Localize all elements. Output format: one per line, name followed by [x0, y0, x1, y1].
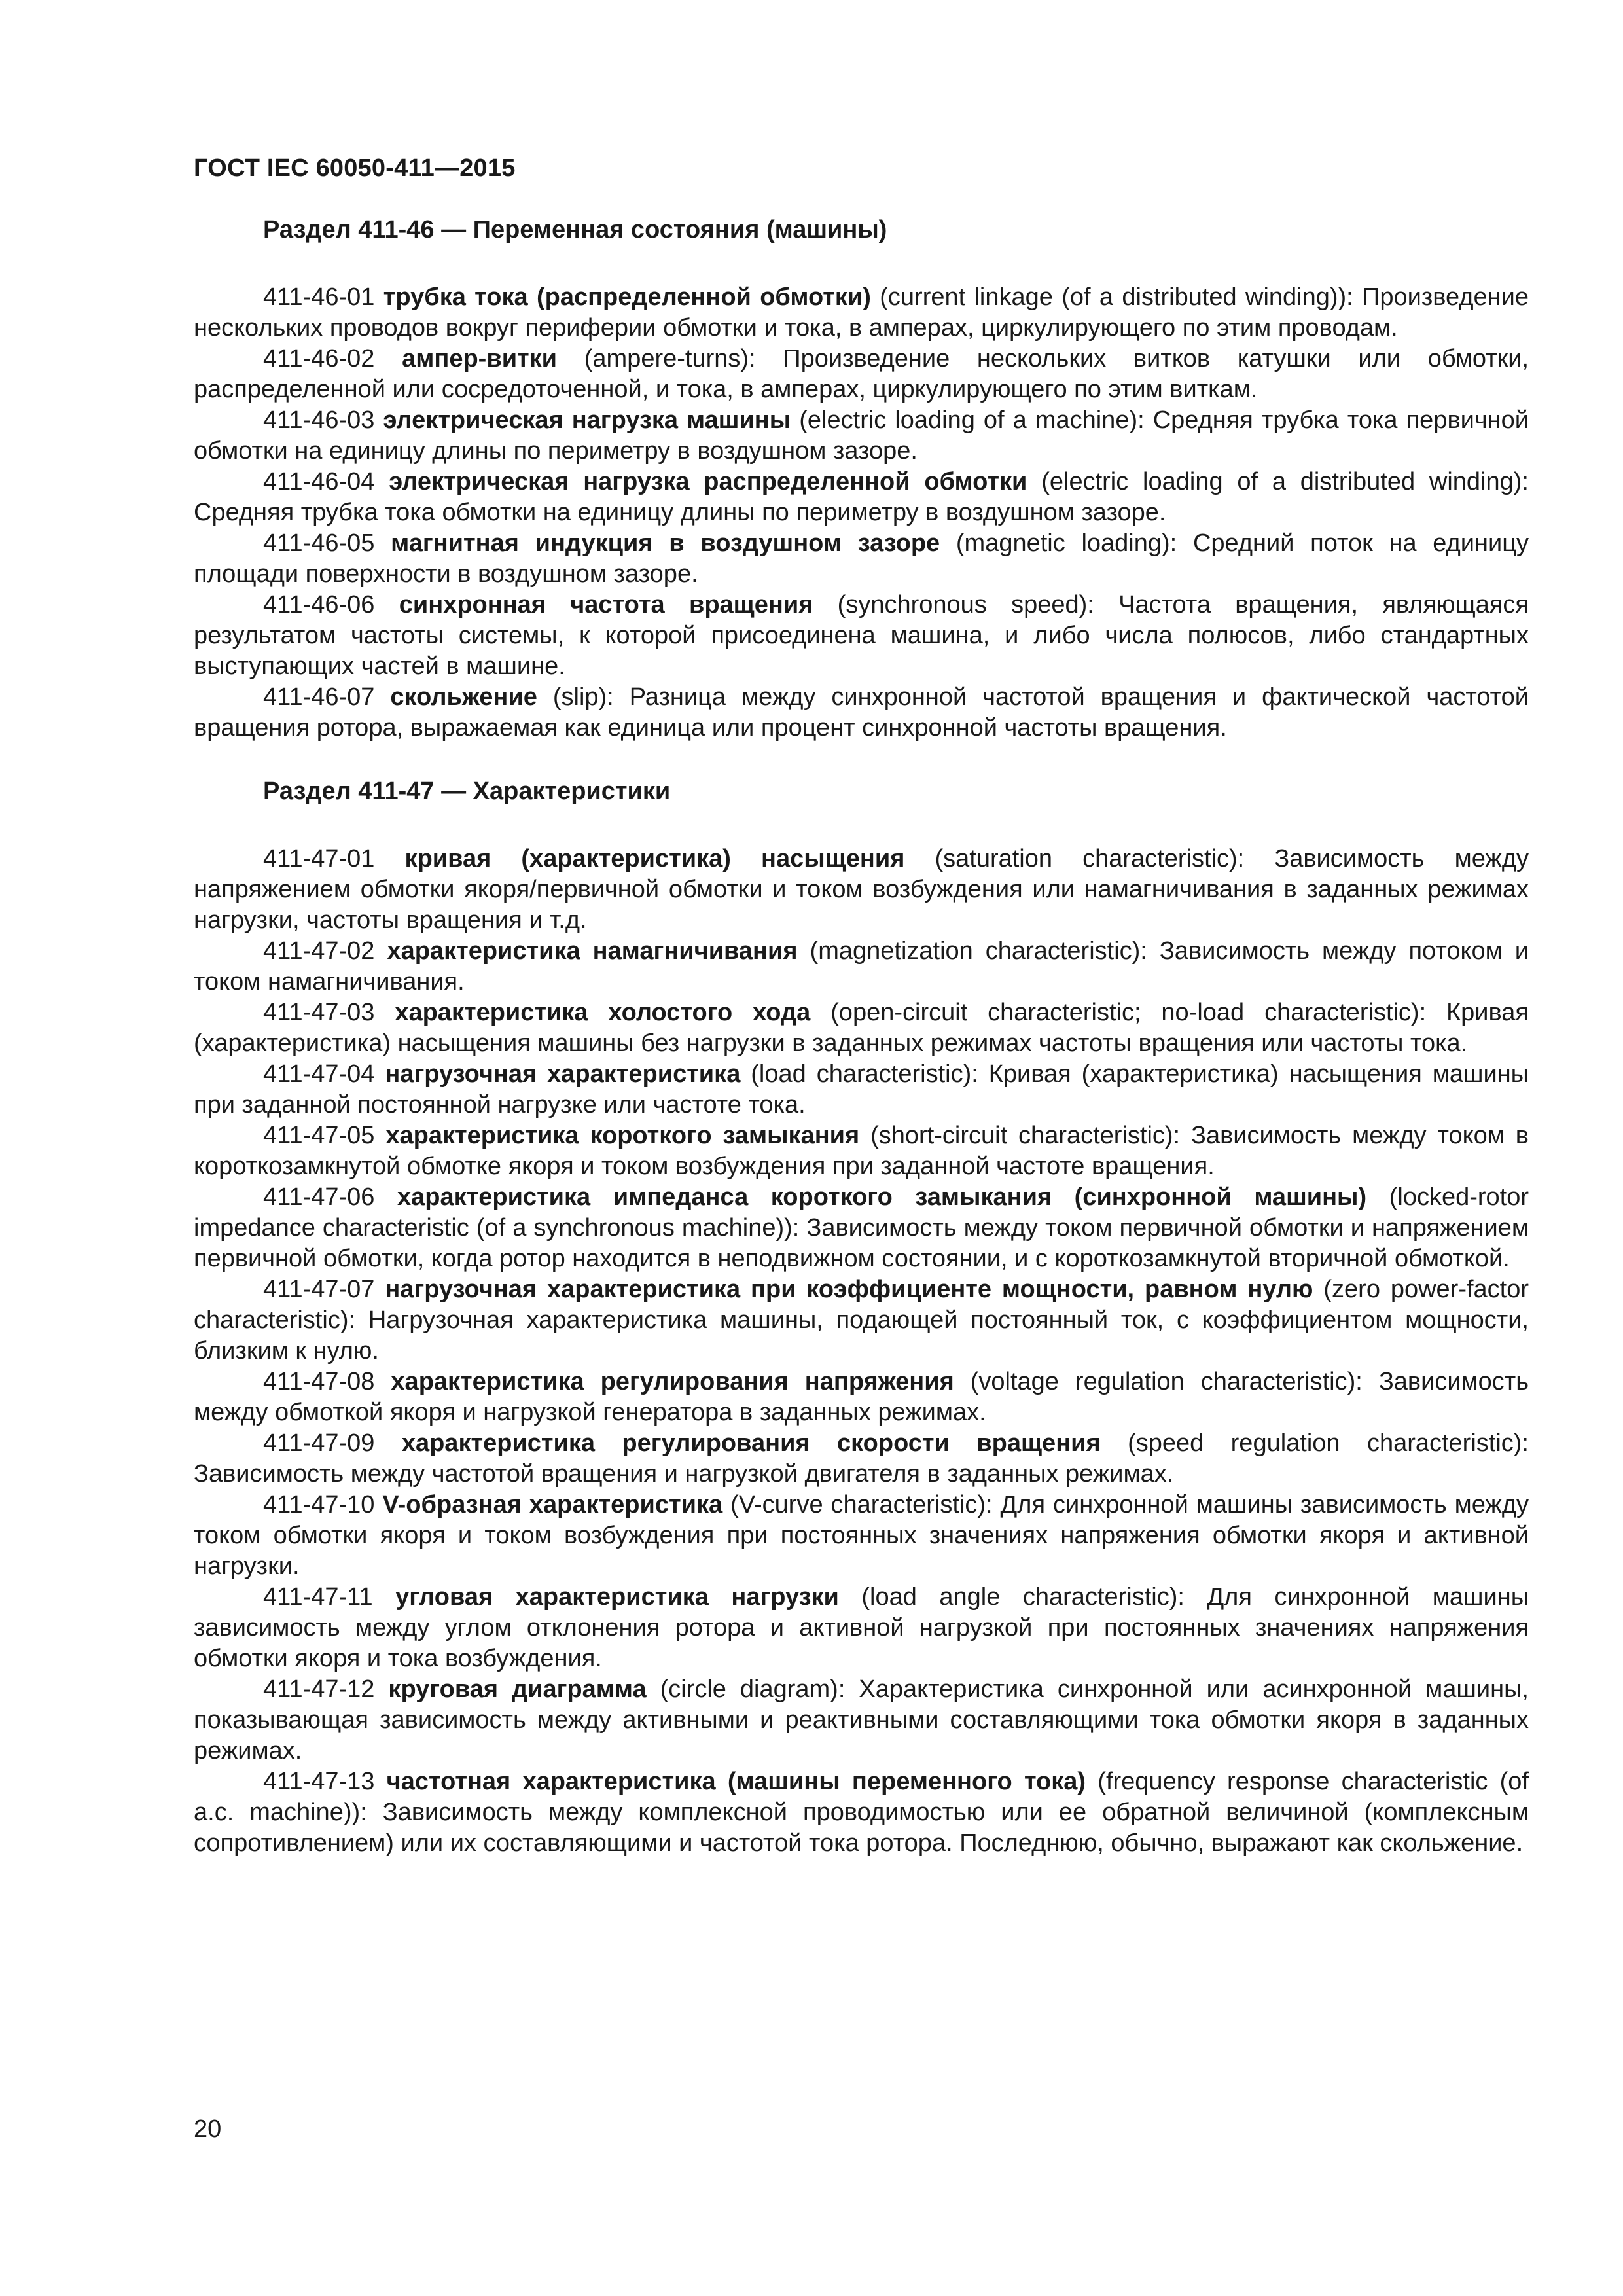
term-definition: (V-curve characteristic): Для синхронной машины зависимость между током обмотки якоря и током возбуждения при постоянных значениях напряжения обмотки якоря и активной нагрузки. — [194, 1491, 1529, 1580]
term-name: угловая характеристика нагрузки — [395, 1583, 839, 1611]
term-code: 411-47-13 — [263, 1768, 375, 1795]
term-entry — [194, 405, 1529, 467]
document-header: ГОСТ IEC 60050-411—2015 — [194, 154, 516, 182]
term-code: 411-47-04 — [263, 1060, 375, 1088]
term-definition: (magnetization characteristic): Зависимость между потоком и током намагничивания. — [194, 937, 1529, 996]
term-entry — [194, 1182, 1529, 1274]
term-code: 411-47-06 — [263, 1183, 375, 1211]
term-entry — [194, 467, 1529, 528]
term-entry — [194, 1121, 1529, 1182]
term-entry — [194, 1428, 1529, 1490]
term-entry — [194, 1274, 1529, 1367]
term-entry — [194, 282, 1529, 344]
term-definition: (frequency response characteristic (of a.c. machine)): Зависимость между комплексной проводимостью или ее обратной величиной (комплексным сопротивлением) или их составляющими и частотой тока ротора. Последнюю, обычно, выражают как скольжение. — [194, 1768, 1529, 1857]
term-name: трубка тока (распределенной обмотки) — [383, 283, 871, 311]
term-definition: (speed regulation characteristic): Зависимость между частотой вращения и нагрузкой двигателя в заданных режимах. — [194, 1429, 1529, 1488]
term-definition: (circle diagram): Характеристика синхронной или асинхронной машины, показывающая зависимость между активными и реактивными составляющими тока обмотки якоря в заданных режимах. — [194, 1676, 1529, 1765]
term-code: 411-46-04 — [263, 468, 375, 495]
section-title: Раздел 411-46 — Переменная состояния (машины) — [263, 216, 887, 243]
term-definition: (ampere-turns): Произведение нескольких витков катушки или обмотки, распределенной или сосредоточенной, и тока, в амперах, циркулирующего по этим виткам. — [194, 345, 1529, 403]
term-entry — [194, 682, 1529, 744]
term-code: 411-46-03 — [263, 406, 375, 434]
term-name: ампер-витки — [402, 345, 558, 372]
term-entry — [194, 1367, 1529, 1428]
term-definition: (synchronous speed): Частота вращения, являющаяся результатом частоты системы, к которой присоединена машина, и либо числа полюсов, либо стандартных выступающих частей в машине. — [194, 591, 1529, 680]
term-code: 411-47-03 — [263, 999, 375, 1026]
term-definition: (load characteristic): Кривая (характеристика) насыщения машины при заданной постоянной нагрузке или частоте тока. — [194, 1060, 1529, 1119]
term-name: круговая диаграмма — [388, 1676, 647, 1703]
term-name: электрическая нагрузка машины — [383, 406, 791, 434]
section-entries — [194, 844, 1529, 1859]
term-name: синхронная частота вращения — [399, 591, 813, 619]
term-definition: (saturation characteristic): Зависимость между напряжением обмотки якоря/первичной обмотки и током возбуждения или намагничивания в заданных режимах нагрузки, частоты вращения и т.д. — [194, 845, 1529, 934]
term-entry — [194, 344, 1529, 405]
term-entry — [194, 1490, 1529, 1582]
term-name: скольжение — [390, 683, 537, 711]
term-definition: (load angle characteristic): Для синхронной машины зависимость между углом отклонения ротора и активной нагрузкой при постоянных значениях напряжения обмотки якоря и тока возбуждения. — [194, 1583, 1529, 1672]
term-code: 411-47-09 — [263, 1429, 375, 1457]
term-entry — [194, 1767, 1529, 1859]
term-name: нагрузочная характеристика при коэффициенте мощности, равном нулю — [385, 1276, 1313, 1303]
term-name: частотная характеристика (машины переменного тока) — [386, 1768, 1086, 1795]
section-entries — [194, 282, 1529, 744]
term-definition: (electric loading of a machine): Средняя трубка тока первичной обмотки на единицу длины по периметру в воздушном зазоре. — [194, 406, 1529, 465]
term-entry — [194, 1582, 1529, 1674]
term-definition: (current linkage (of a distributed winding)): Произведение нескольких проводов вокруг периферии обмотки и тока, в амперах, циркулирующего по этим проводам. — [194, 283, 1529, 342]
term-code: 411-47-05 — [263, 1122, 375, 1149]
term-name: характеристика короткого замыкания — [385, 1122, 860, 1149]
term-name: характеристика регулирования скорости вращения — [401, 1429, 1101, 1457]
term-definition: (magnetic loading): Средний поток на единицу площади поверхности в воздушном зазоре. — [194, 529, 1529, 588]
term-code: 411-47-10 — [263, 1491, 375, 1518]
term-name: кривая (характеристика) насыщения — [404, 845, 905, 872]
term-entry — [194, 1674, 1529, 1767]
document-body — [194, 216, 1529, 1859]
term-code: 411-47-12 — [263, 1676, 375, 1703]
term-entry — [194, 528, 1529, 590]
section-title: Раздел 411-47 — Характеристики — [263, 778, 671, 805]
term-name: электрическая нагрузка распределенной обмотки — [389, 468, 1027, 495]
term-code: 411-46-01 — [263, 283, 375, 311]
term-definition: (open-circuit characteristic; no-load characteristic): Кривая (характеристика) насыщения машины без нагрузки в заданных режимах частоты вращения или частоты тока. — [194, 999, 1529, 1057]
term-definition: (short-circuit characteristic): Зависимость между током в короткозамкнутой обмотке якоря и током возбуждения при заданной частоте вращения. — [194, 1122, 1529, 1180]
term-name: характеристика холостого хода — [395, 999, 811, 1026]
term-name: нагрузочная характеристика — [385, 1060, 741, 1088]
term-code: 411-47-02 — [263, 937, 375, 965]
term-code: 411-46-07 — [263, 683, 375, 711]
term-entry — [194, 590, 1529, 682]
term-code: 411-47-01 — [263, 845, 375, 872]
term-definition: (locked-rotor impedance characteristic (of a synchronous machine)): Зависимость между током первичной обмотки и напряжением первичной обмотки, когда ротор находится в неподвижном состоянии, и с короткозамкнутой вторичной обмоткой. — [194, 1183, 1529, 1272]
term-entry — [194, 844, 1529, 936]
term-entry — [194, 1059, 1529, 1121]
term-code: 411-46-02 — [263, 345, 375, 372]
term-code: 411-47-08 — [263, 1368, 375, 1395]
term-code: 411-47-07 — [263, 1276, 375, 1303]
term-code: 411-46-06 — [263, 591, 375, 619]
term-name: характеристика намагничивания — [387, 937, 798, 965]
term-entry — [194, 936, 1529, 997]
term-name: V-образная характеристика — [382, 1491, 723, 1518]
term-entry — [194, 997, 1529, 1059]
term-definition: (zero power-factor characteristic): Нагрузочная характеристика машины, подающей постоянный ток, с коэффициентом мощности, близким к нулю. — [194, 1276, 1529, 1365]
term-definition: (slip): Разница между синхронной частотой вращения и фактической частотой вращения ротора, выражаемая как единица или процент синхронной частоты вращения. — [194, 683, 1529, 742]
page-number: 20 — [194, 2115, 222, 2143]
term-name: характеристика импеданса короткого замыкания (синхронной машины) — [397, 1183, 1367, 1211]
term-name: характеристика регулирования напряжения — [391, 1368, 954, 1395]
term-definition: (electric loading of a distributed winding): Средняя трубка тока обмотки на единицу длины по периметру в воздушном зазоре. — [194, 468, 1529, 526]
term-code: 411-46-05 — [263, 529, 375, 557]
term-code: 411-47-11 — [263, 1583, 373, 1611]
term-definition: (voltage regulation characteristic): Зависимость между обмоткой якоря и нагрузкой генератора в заданных режимах. — [194, 1368, 1529, 1426]
term-name: магнитная индукция в воздушном зазоре — [391, 529, 940, 557]
